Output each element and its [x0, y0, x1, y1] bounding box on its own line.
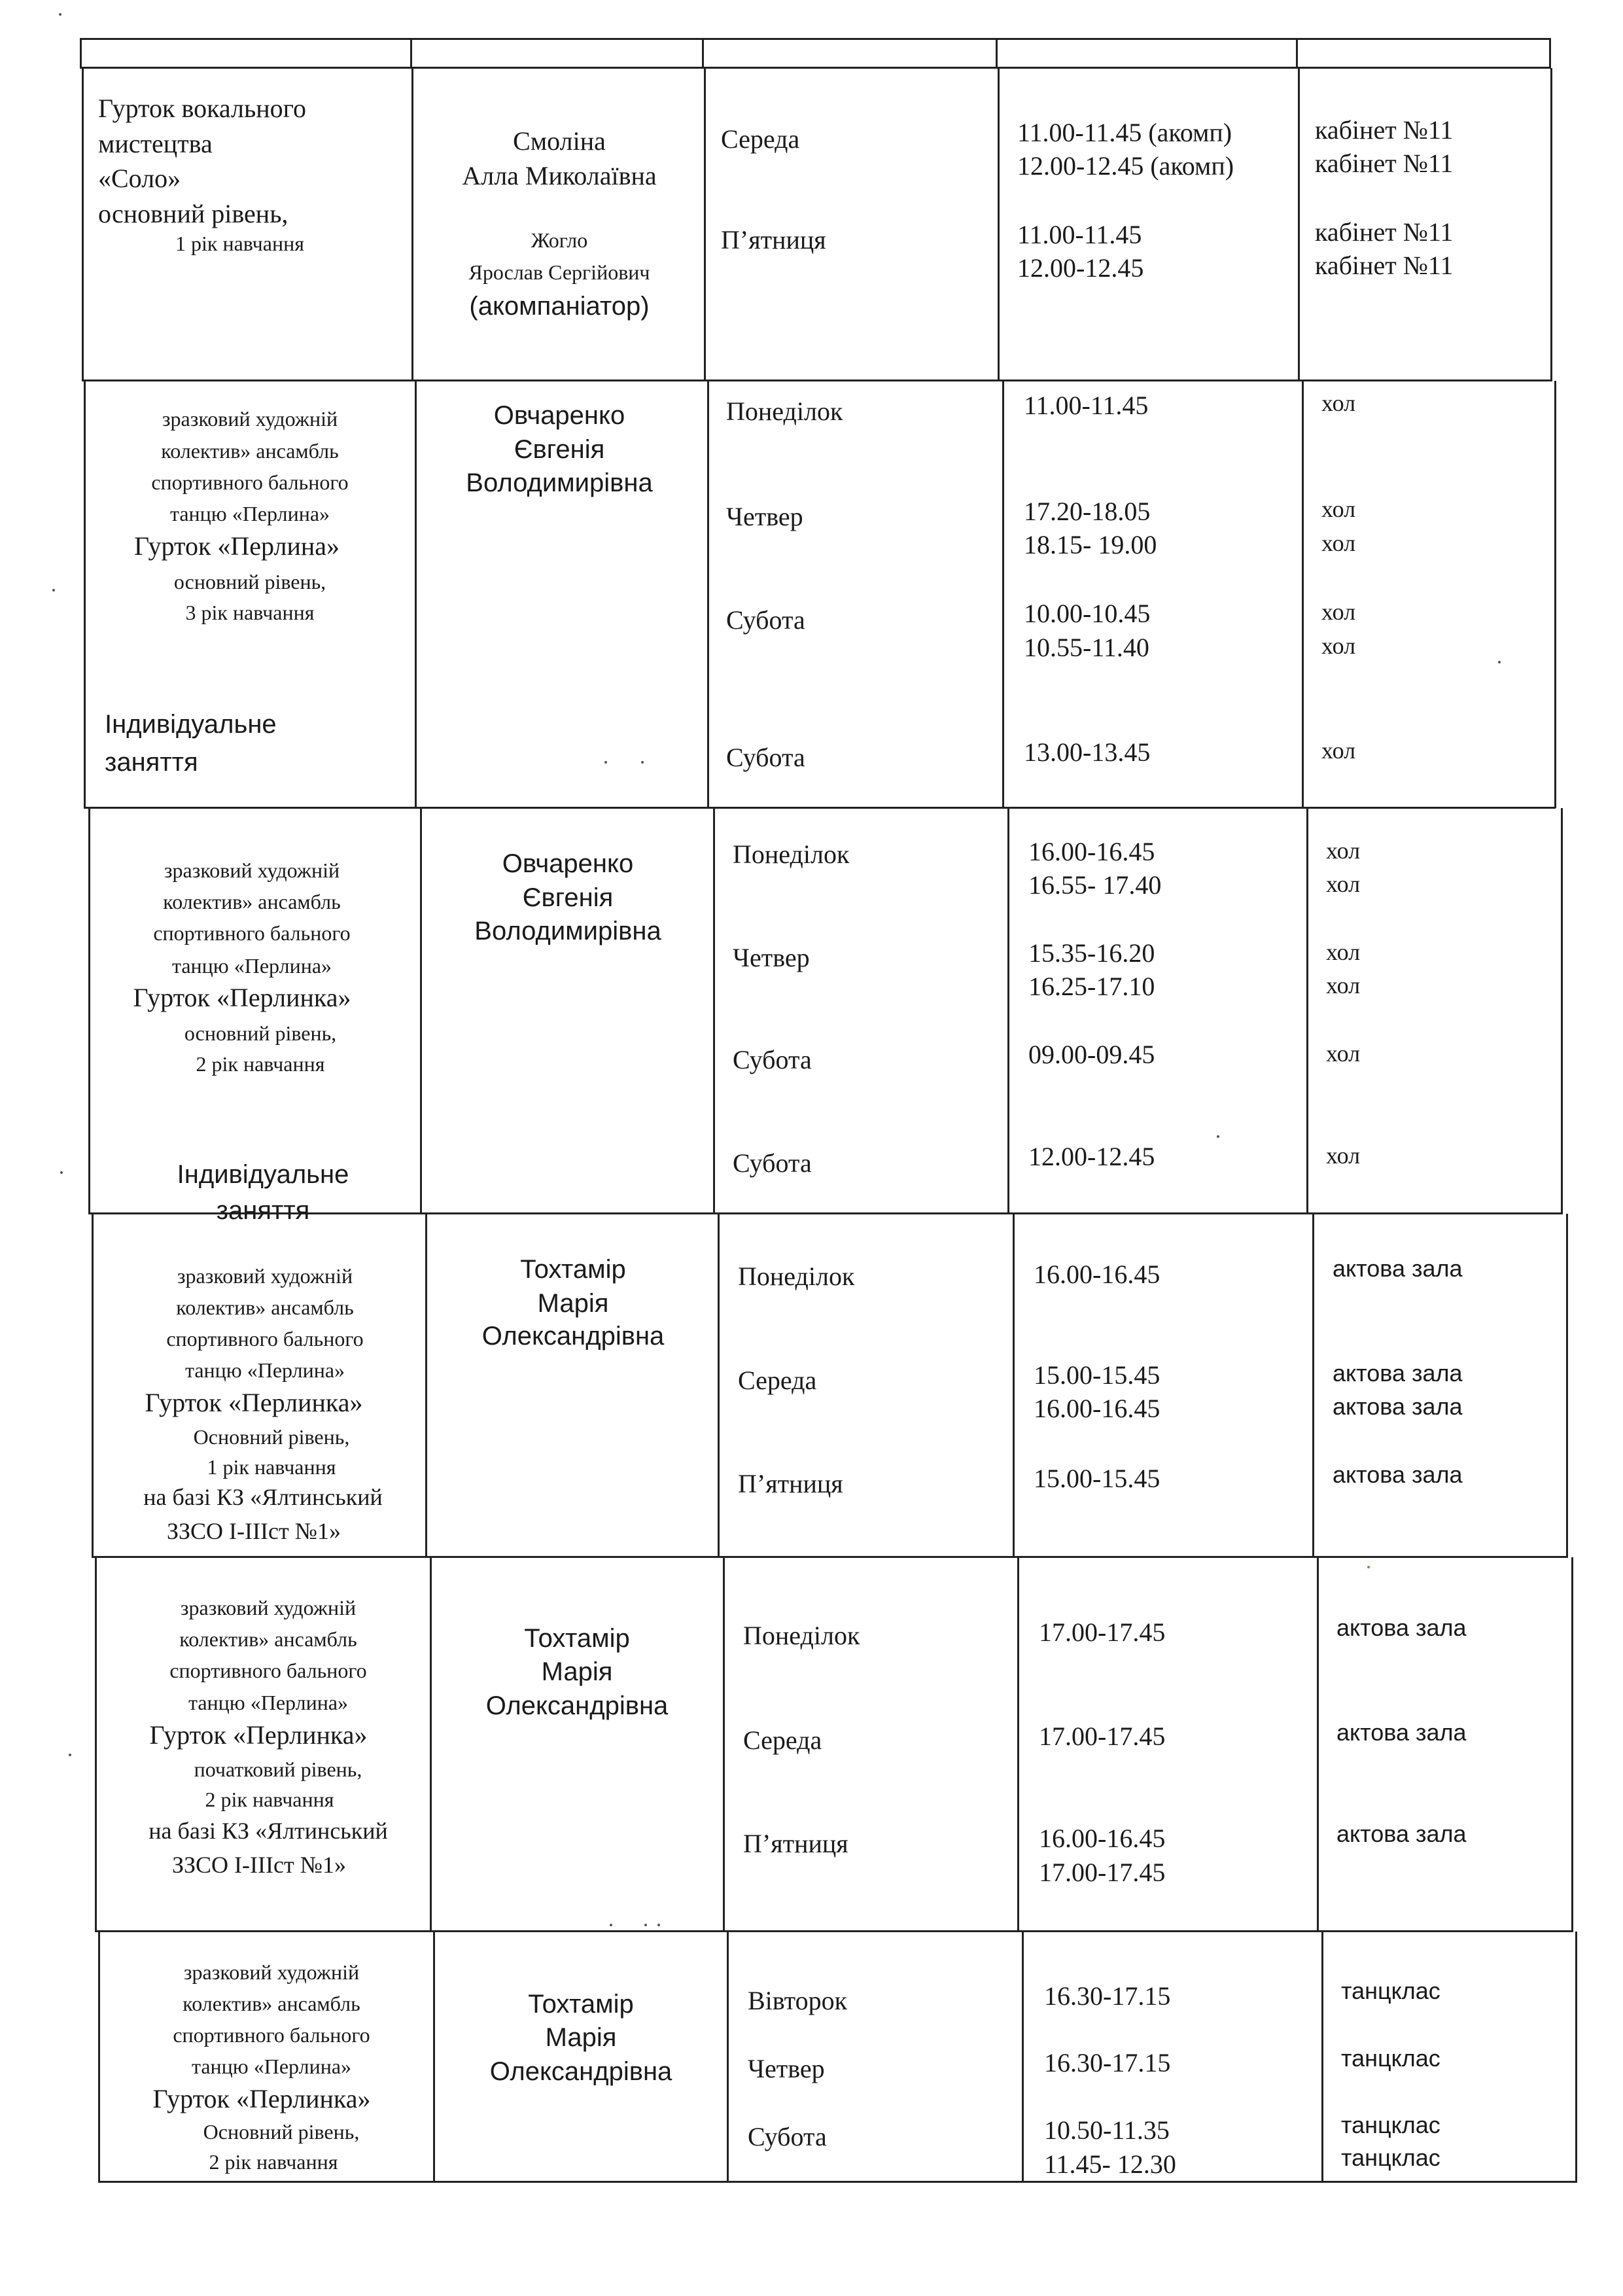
group-line: зразковий художній [183, 1960, 360, 1984]
row1-col-divider [411, 68, 413, 381]
room-label: танцклас [1341, 2144, 1440, 2171]
row4-col-divider [1013, 1214, 1015, 1557]
header-col-divider [1296, 38, 1298, 68]
time-slot: 09.00-09.45 [1028, 1040, 1155, 1069]
time-slot: 17.20-18.05 [1024, 497, 1151, 526]
day-label: Субота [733, 1045, 812, 1074]
group-line: ЗЗСО І-ІІІст №1» [171, 1852, 347, 1878]
group-line: ЗЗСО І-ІІІст №1» [166, 1518, 341, 1544]
header-col-divider [1549, 38, 1551, 68]
day-label: П’ятниця [743, 1829, 848, 1858]
room-label: хол [1326, 871, 1361, 897]
time-slot: 16.00-16.45 [1039, 1824, 1166, 1853]
scan-speck [641, 761, 644, 764]
group-line: спортивного бального [166, 1327, 364, 1351]
day-label: Вівторок [748, 1986, 848, 2015]
group-line: основний рівень, [184, 1021, 337, 1045]
group-line: танцю «Перлина» [191, 2055, 352, 2078]
group-line: Гурток «Перлина» [133, 531, 340, 561]
group-line: 2 рік навчання [196, 1052, 325, 1076]
group-line: на базі КЗ «Ялтинський [143, 1484, 383, 1510]
group-line: танцю «Перлина» [171, 954, 332, 978]
group-line: на базі КЗ «Ялтинський [148, 1818, 388, 1844]
table-bottom-border [98, 2181, 1577, 2183]
group-line: заняття [105, 748, 198, 777]
group-line: 3 рік навчання [185, 601, 315, 624]
time-slot: 16.30-17.15 [1044, 1981, 1171, 2011]
scan-speck [1498, 661, 1501, 663]
group-line: танцю «Перлина» [184, 1358, 345, 1382]
teacher-line: Марія [545, 2023, 617, 2052]
time-slot: 16.55- 17.40 [1028, 870, 1162, 900]
row2-col-divider [707, 381, 709, 808]
header-col-divider [80, 38, 82, 68]
teacher-line: Євгенія [514, 435, 605, 464]
scan-speck [1217, 1135, 1219, 1138]
row5-bottom-border [95, 1930, 1573, 1932]
day-label: Понеділок [733, 839, 850, 869]
room-label: актова зала [1333, 1461, 1463, 1488]
room-label: хол [1326, 838, 1361, 864]
room-label: хол [1326, 1040, 1361, 1067]
scan-speck [604, 761, 607, 764]
group-line: Гурток «Перлинка» [145, 1388, 363, 1417]
teacher-line: Володимирівна [466, 468, 653, 497]
room-label: хол [1321, 633, 1356, 659]
group-line: зразковий художній [177, 1264, 353, 1288]
day-label: Субота [733, 1148, 812, 1178]
row5-right-border [1571, 1557, 1573, 1932]
group-line: Гурток вокального [98, 94, 307, 123]
row6-col-divider [727, 1932, 729, 2182]
row2-right-border [1554, 381, 1556, 808]
teacher-line: Овчаренко [502, 849, 634, 878]
time-slot: 15.00-15.45 [1034, 1464, 1161, 1493]
scan-speck [610, 1924, 612, 1926]
time-slot: 11.00-11.45 [1024, 391, 1149, 420]
scan-speck [657, 1924, 660, 1926]
room-label: актова зала [1336, 1820, 1467, 1847]
time-slot: 10.00-10.45 [1024, 599, 1151, 628]
room-label: кабінет №11 [1315, 115, 1454, 145]
room-label: хол [1321, 390, 1356, 416]
group-line: початковий рівень, [194, 1757, 362, 1781]
room-label: танцклас [1341, 2111, 1440, 2138]
room-label: хол [1326, 939, 1361, 965]
room-label: кабінет №11 [1315, 251, 1454, 280]
group-line: колектив» ансамбль [163, 890, 341, 913]
teacher-line: Ярослав Сергійович [468, 260, 650, 284]
time-slot: 11.45- 12.30 [1044, 2149, 1176, 2179]
row1-right-border [1550, 68, 1552, 381]
teacher-line: Марія [537, 1289, 609, 1318]
day-label: Субота [726, 605, 805, 635]
teacher-line: Марія [541, 1657, 613, 1686]
day-label: Понеділок [726, 397, 843, 426]
scan-speck [52, 589, 55, 592]
time-slot: 18.15- 19.00 [1024, 530, 1157, 559]
header-col-divider [996, 38, 998, 68]
room-label: кабінет №11 [1315, 149, 1454, 178]
teacher-line: Тохтамір [524, 1624, 630, 1653]
row1-left-border [82, 68, 84, 381]
day-label: Понеділок [738, 1262, 855, 1291]
time-slot: 11.00-11.45 [1017, 220, 1142, 249]
time-slot: 17.00-17.45 [1039, 1722, 1166, 1751]
group-line: 1 рік навчання [207, 1455, 336, 1479]
time-slot: 17.00-17.45 [1039, 1858, 1166, 1887]
row5-col-divider [723, 1557, 725, 1932]
table-top-border [80, 38, 1550, 40]
scan-speck [60, 1171, 63, 1174]
row3-col-divider [420, 808, 422, 1214]
teacher-line: Олександрівна [489, 2057, 672, 2086]
row6-col-divider [433, 1932, 435, 2182]
scan-speck [644, 1924, 647, 1926]
day-label: Середа [721, 124, 800, 154]
row4-right-border [1566, 1214, 1568, 1557]
row1-bottom-border [82, 380, 1552, 381]
group-line: колектив» ансамбль [179, 1627, 357, 1651]
room-label: актова зала [1333, 1360, 1463, 1386]
teacher-line: Алла Миколаївна [462, 161, 657, 190]
group-line: зразковий художній [164, 858, 340, 882]
row3-col-divider [1007, 808, 1009, 1214]
teacher-line: Жогло [531, 228, 588, 252]
room-label: актова зала [1336, 1719, 1467, 1746]
scan-speck [59, 13, 61, 16]
header-col-divider [410, 38, 412, 68]
row2-col-divider [1002, 381, 1004, 808]
group-line: спортивного бального [173, 2023, 370, 2047]
group-line: колектив» ансамбль [183, 1992, 360, 2015]
time-slot: 16.00-16.45 [1034, 1394, 1161, 1423]
time-slot: 15.00-15.45 [1034, 1360, 1161, 1390]
group-line: Індивідуальне [105, 710, 277, 739]
row2-left-border [84, 381, 86, 808]
time-slot: 16.00-16.45 [1028, 837, 1155, 866]
day-label: Середа [738, 1366, 817, 1395]
room-label: хол [1321, 599, 1356, 625]
day-label: Середа [743, 1725, 822, 1755]
time-slot: 11.00-11.45 (акомп) [1017, 118, 1232, 147]
scan-speck [69, 1754, 71, 1756]
time-slot: 16.25-17.10 [1028, 972, 1155, 1001]
day-label: Четвер [748, 2054, 825, 2083]
group-line: Гурток «Перлинка» [152, 2084, 371, 2113]
group-line: Гурток «Перлинка» [133, 983, 351, 1012]
group-line: танцю «Перлина» [169, 502, 330, 525]
row6-left-border [98, 1932, 100, 2182]
time-slot: 16.00-16.45 [1034, 1260, 1161, 1289]
time-slot: 10.50-11.35 [1044, 2115, 1170, 2145]
row4-left-border [92, 1214, 94, 1557]
group-line: зразковий художній [180, 1596, 357, 1619]
teacher-line: Тохтамір [520, 1255, 626, 1284]
group-line: Гурток «Перлинка» [149, 1720, 368, 1750]
time-slot: 12.00-12.45 [1017, 253, 1144, 283]
group-line: основний рівень, [173, 570, 326, 593]
room-label: танцклас [1341, 1977, 1440, 2004]
row4-col-divider [425, 1214, 427, 1557]
row3-left-border [88, 808, 90, 1214]
group-line: 1 рік навчання [175, 232, 304, 255]
teacher-line: Володимирівна [474, 917, 661, 945]
room-label: хол [1326, 972, 1361, 998]
group-line: зразковий художній [162, 407, 338, 431]
row4-bottom-border [92, 1556, 1568, 1558]
row4-col-divider [718, 1214, 720, 1557]
day-label: Четвер [733, 943, 810, 972]
group-line: Індивідуальне [177, 1160, 349, 1189]
header-row-bottom-border [80, 67, 1550, 69]
room-label: хол [1321, 496, 1356, 522]
row6-col-divider [1321, 1932, 1323, 2182]
row1-col-divider [704, 68, 706, 381]
day-label: Субота [726, 743, 805, 772]
group-line: спортивного бального [151, 470, 349, 494]
teacher-line: Євгенія [522, 883, 614, 912]
group-line: Основний рівень, [193, 1425, 350, 1449]
row2-col-divider [1302, 381, 1304, 808]
row6-right-border [1575, 1932, 1577, 2182]
row6-col-divider [1022, 1932, 1024, 2182]
room-label: хол [1321, 530, 1356, 556]
day-label: П’ятниця [738, 1469, 843, 1498]
row2-bottom-border [84, 807, 1556, 809]
room-label: хол [1326, 1142, 1361, 1169]
scan-speck [1367, 1566, 1370, 1568]
group-line: спортивного бального [153, 921, 351, 945]
day-label: Понеділок [743, 1621, 860, 1650]
row5-col-divider [430, 1557, 432, 1932]
teacher-line: Олександрівна [485, 1691, 669, 1720]
time-slot: 12.00-12.45 (акомп) [1017, 151, 1234, 181]
time-slot: 17.00-17.45 [1039, 1617, 1166, 1647]
room-label: актова зала [1333, 1393, 1463, 1420]
group-line: основний рівень, [98, 199, 288, 228]
row1-col-divider [1298, 68, 1300, 381]
time-slot: 10.55-11.40 [1024, 633, 1149, 662]
header-col-divider [702, 38, 704, 68]
time-slot: 15.35-16.20 [1028, 938, 1155, 968]
group-line: 2 рік навчання [205, 1788, 334, 1811]
row3-col-divider [713, 808, 715, 1214]
row4-col-divider [1312, 1214, 1314, 1557]
row5-col-divider [1017, 1557, 1019, 1932]
room-label: кабінет №11 [1315, 217, 1454, 247]
group-line: мистецтва [98, 129, 213, 158]
group-line: спортивного бального [169, 1659, 367, 1682]
row3-right-border [1561, 808, 1563, 1214]
time-slot: 12.00-12.45 [1028, 1142, 1155, 1171]
row5-left-border [95, 1557, 97, 1932]
group-line: заняття [216, 1196, 310, 1225]
teacher-line: Смоліна [513, 126, 606, 156]
row3-col-divider [1306, 808, 1308, 1214]
room-label: хол [1321, 737, 1356, 764]
room-label: актова зала [1333, 1255, 1463, 1282]
group-line: танцю «Перлина» [188, 1691, 349, 1714]
time-slot: 16.30-17.15 [1044, 2048, 1171, 2077]
day-label: Четвер [726, 502, 803, 531]
group-line: 2 рік навчання [209, 2150, 338, 2174]
room-label: актова зала [1336, 1614, 1467, 1641]
teacher-line: (акомпаніатор) [469, 292, 650, 321]
group-line: Основний рівень, [203, 2120, 360, 2144]
row1-col-divider [998, 68, 1000, 381]
teacher-line: Тохтамір [528, 1990, 634, 2019]
room-label: танцклас [1341, 2045, 1440, 2072]
day-label: П’ятниця [721, 225, 826, 255]
row5-col-divider [1317, 1557, 1319, 1932]
day-label: Субота [748, 2122, 827, 2151]
teacher-line: Олександрівна [481, 1322, 665, 1351]
group-line: колектив» ансамбль [176, 1296, 354, 1319]
teacher-line: Овчаренко [493, 401, 625, 430]
time-slot: 13.00-13.45 [1024, 737, 1151, 767]
group-line: колектив» ансамбль [161, 439, 339, 463]
row2-col-divider [415, 381, 417, 808]
group-line: «Соло» [98, 164, 181, 193]
